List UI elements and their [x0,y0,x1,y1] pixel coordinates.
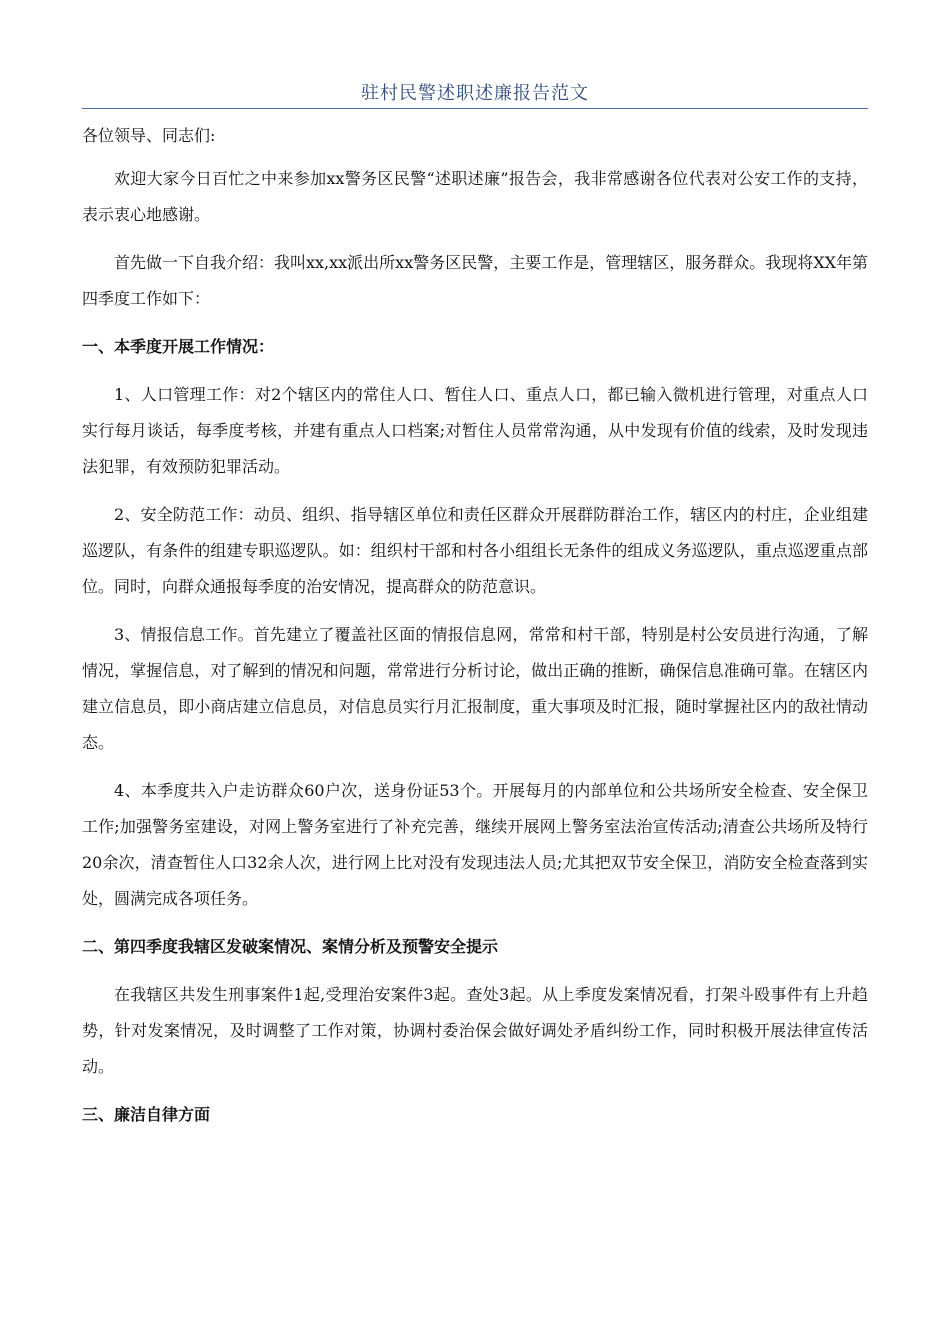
work-item-security-prevention: 2、安全防范工作：动员、组织、指导辖区单位和责任区群众开展群防群治工作，辖区内的村庄，企业组建巡逻队，有条件的组建专职巡逻队。如：组织村干部和村各小组组长无条件的组成义务巡逻队，重点巡逻重点部位。同时，向群众通报每季度的治安情况，提高群众的防范意识。 [82,505,868,596]
work-item-visits-inspections: 4、本季度共入户走访群众60户次，送身份证53个。开展每月的内部单位和公共场所安全检查、安全保卫工作;加强警务室建设，对网上警务室进行了补充完善，继续开展网上警务室法治宣传活动;清查公共场所及特行20余次，清查暂住人口32余人次，进行网上比对没有发现违法人员;尤其把双节安全保卫，消防安全检查落到实处，圆满完成各项任务。 [82,781,868,908]
spacer [82,605,868,617]
document-title: 驻村民警述职述廉报告范文 [361,83,589,104]
work-item-intelligence: 3、情报信息工作。首先建立了覆盖社区面的情报信息网，常常和村干部，特别是村公安员进行沟通，了解情况，掌握信息，对了解到的情况和问题，常常进行分析讨论，做出正确的推断，确保信息准确可靠。在辖区内建立信息员，即小商店建立信息员，对信息员实行月汇报制度，重大事项及时汇报，随时掌握社区内的敌社情动态。 [82,625,868,752]
title-underline [82,108,868,109]
spacer [82,1085,868,1097]
work-item-population-management: 1、人口管理工作：对2个辖区内的常住人口、暂住人口、重点人口，都已输入微机进行管理，对重点人口实行每月谈话，每季度考核，并建有重点人口档案;对暂住人员常常沟通，从中发现有价值的线索，及时发现违法犯罪，有效预防犯罪活动。 [82,385,868,476]
intro-paragraph-welcome: 欢迎大家今日百忙之中来参加xx警务区民警“述职述廉”报告会，我非常感谢各位代表对公安工作的支持，表示衷心地感谢。 [82,169,868,224]
case-analysis-paragraph: 在我辖区共发生刑事案件1起,受理治安案件3起。查处3起。从上季度发案情况看，打架斗殴事件有上升趋势，针对发案情况，及时调整了工作对策，协调村委治保会做好调处矛盾纠纷工作，同时积极开展法律宣传活动。 [82,985,868,1076]
salutation: 各位领导、同志们: [82,126,216,145]
spacer [82,965,868,977]
spacer [82,917,868,929]
spacer [82,149,868,161]
spacer [82,485,868,497]
spacer [82,317,868,329]
intro-paragraph-self-introduction: 首先做一下自我介绍：我叫xx,xx派出所xx警务区民警，主要工作是，管理辖区，服务群众。我现将XX年第四季度工作如下： [82,253,869,308]
section-heading-work-overview: 一、本季度开展工作情况： [82,337,275,356]
section-heading-case-analysis: 二、第四季度我辖区发破案情况、案情分析及预警安全提示 [82,937,499,956]
section-heading-integrity: 三、廉洁自律方面 [82,1105,211,1124]
spacer [82,365,868,377]
spacer [82,761,868,773]
document-page [82,0,868,1133]
spacer [82,233,868,245]
